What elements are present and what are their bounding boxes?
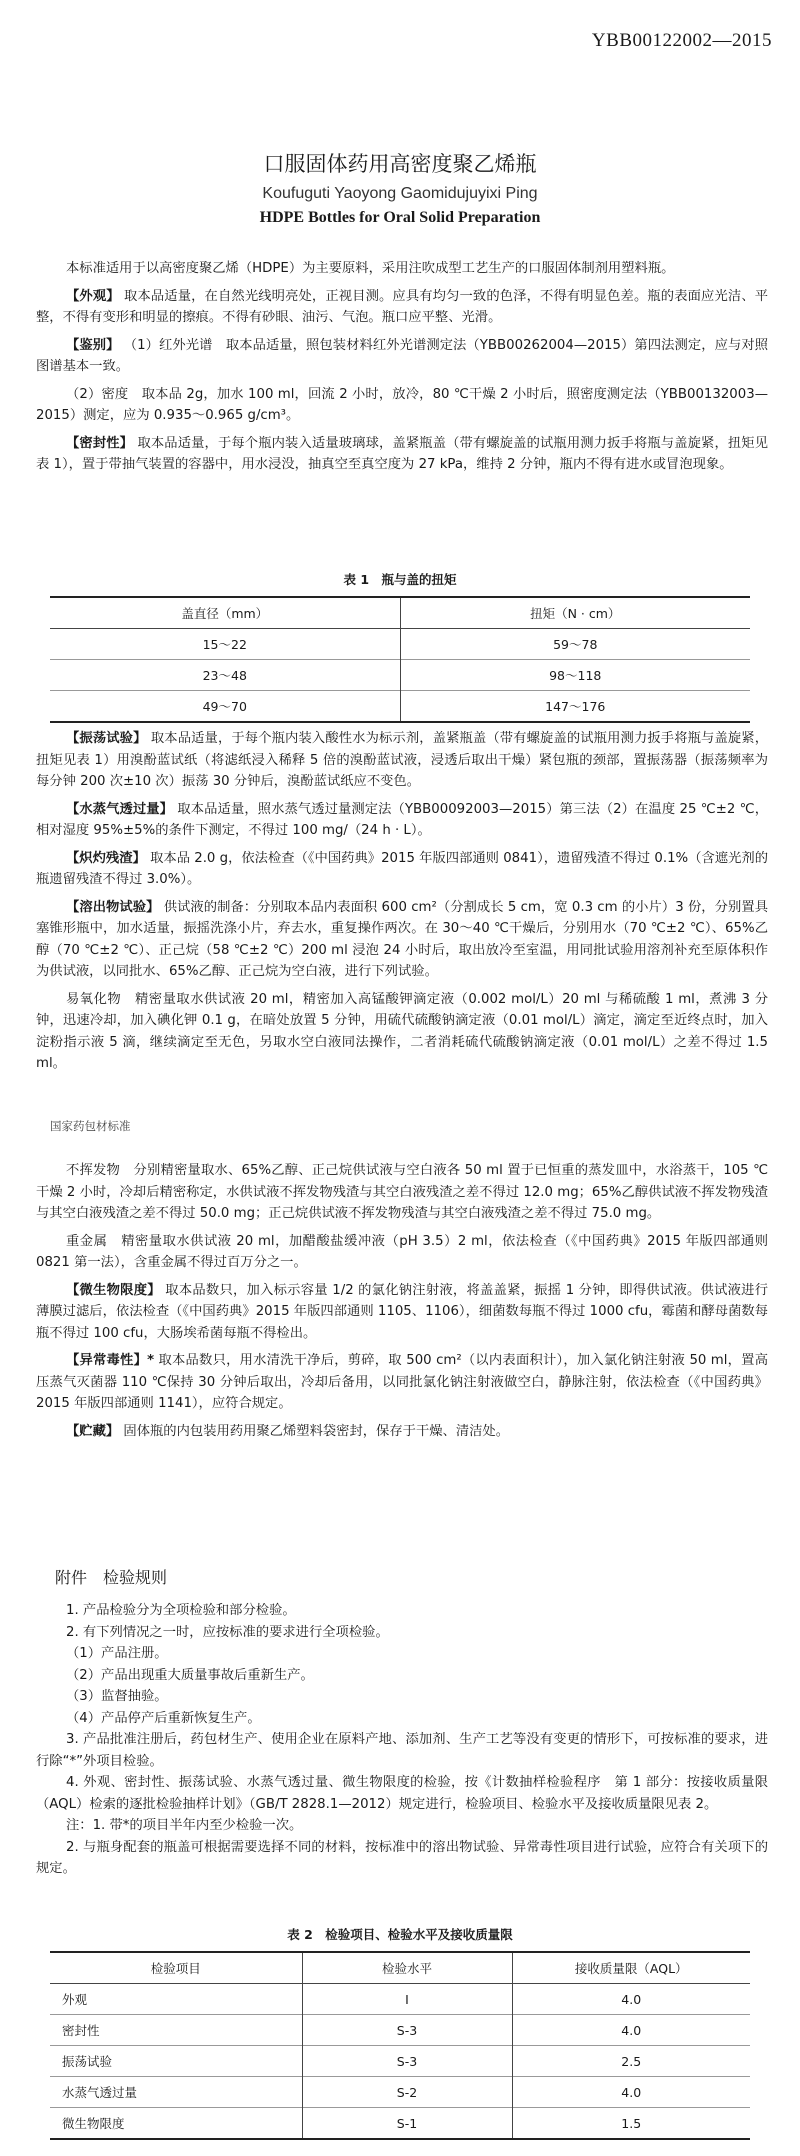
table-row <box>50 1984 750 2015</box>
vapor-text: 取本品适量，照水蒸气透过量测定法（YBB00092003—2015）第三法（2）在温度 25 ℃±2 ℃，相对湿度 95%±5%的条件下测定，不得过 100 mg/（24 h · L）。 <box>36 801 769 838</box>
annex-item: （4）产品停产后重新恢复生产。 <box>66 1710 261 1726</box>
table2-cell: S-3 <box>302 2015 512 2046</box>
table2-cell: S-1 <box>302 2108 512 2140</box>
table2-cell: S-3 <box>302 2046 512 2077</box>
table1-cell: 15～22 <box>202 637 247 652</box>
table-row <box>50 2077 750 2108</box>
storage-paragraph <box>0 1421 800 1443</box>
heavymetal-paragraph: 重金属 精密量取水供试液 20 ml，加醋酸盐缓冲液（pH 3.5）2 ml，依法检查（《中国药典》2015 年版四部通则 0821 第一法），含重金属不得过百万分之一。 <box>36 1233 768 1270</box>
table-row <box>50 629 750 660</box>
table1-block <box>50 570 750 723</box>
document-code: YBB00122002—2015 <box>591 30 772 51</box>
table1-cell: 23～48 <box>202 668 247 683</box>
storage-heading: 【贮藏】 <box>66 1423 120 1439</box>
sealing-paragraph <box>0 433 800 476</box>
vapor-paragraph <box>0 799 800 842</box>
title-block <box>0 148 800 227</box>
title-pinyin: Koufuguti Yaoyong Gaomidujuyixi Ping <box>262 185 538 202</box>
density-paragraph: （2）密度 取本品 2g，加水 100 ml，回流 2 小时，放冷，80 ℃干燥 2 小时后，照密度测定法（YBB00132003—2015）测定，应为 0.935～0.965 g/cm³。 <box>36 386 768 423</box>
table2-header-row <box>50 1952 750 1984</box>
table1-header-cell: 扭矩（N · cm） <box>400 597 750 629</box>
sealing-heading: 【密封性】 <box>66 435 134 451</box>
sealing-text: 取本品适量，于每个瓶内装入适量玻璃球，盖紧瓶盖（带有螺旋盖的试瓶用测力扳手将瓶与盖旋紧，扭矩见表 1），置于带抽气装置的容器中，用水浸没，抽真空至真空度为 27 kPa，维持 2 分钟，瓶内不得有进水或冒泡现象。 <box>36 435 769 472</box>
table2-header-cell: 检验水平 <box>302 1952 512 1984</box>
table2-cell: S-2 <box>302 2077 512 2108</box>
toxicity-paragraph <box>0 1350 800 1415</box>
table2-cell: 密封性 <box>62 2023 100 2038</box>
table1-cell: 147～176 <box>400 691 750 723</box>
ignition-paragraph <box>0 848 800 891</box>
identification-heading: 【鉴别】 <box>66 337 120 353</box>
vibration-text: 取本品适量，于每个瓶内装入酸性水为标示剂，盖紧瓶盖（带有螺旋盖的试瓶用测力扳手将瓶与盖旋紧，扭矩见表 1）用溴酚蓝试纸（将滤纸浸入稀释 5 倍的溴酚蓝试液，浸透后取出干燥）紧包瓶的颈部，置振荡器（振荡频率为每分钟 200 次±10 次）振荡 30 分钟后，溴酚蓝试纸应不变色。 <box>36 731 769 789</box>
appearance-text: 取本品适量，在自然光线明亮处，正视目测。应具有均匀一致的色泽，不得有明显色差。瓶的表面应光洁、平整，不得有变形和明显的擦痕。不得有砂眼、油污、气泡。瓶口应平整、光滑。 <box>36 288 769 325</box>
annex-item: 1. 产品检验分为全项检验和部分检验。 <box>66 1603 296 1618</box>
microbial-heading: 【微生物限度】 <box>66 1282 161 1298</box>
storage-text: 固体瓶的内包装用药用聚乙烯塑料袋密封，保存于干燥、清洁处。 <box>123 1423 510 1439</box>
table1-header-row <box>50 597 750 629</box>
nonvolatile-paragraph: 不挥发物 分别精密量取水、65%乙醇、正己烷供试液与空白液各 50 ml 置于已恒重的蒸发皿中，水浴蒸干，105 ℃干燥 2 小时，冷却后精密称定，水供试液不挥发物残渣与其空白液残渣之差不得过 12.0 mg；65%乙醇供试液不挥发物残渣与其空白液残渣之差不得过 50.0 mg；正己烷供试液不挥发物残渣与其空白液残渣之差不得过 75.0 mg。 <box>36 1163 768 1221</box>
table1-cell: 49～70 <box>202 699 247 714</box>
table2-cell: 外观 <box>62 1992 88 2007</box>
identification-text: （1）红外光谱 取本品适量，照包装材料红外光谱测定法（YBB00262004—2015）第四法测定，应与对照图谱基本一致。 <box>36 337 768 374</box>
ignition-heading: 【炽灼残渣】 <box>66 850 146 866</box>
table2-block <box>50 1925 750 2140</box>
vibration-paragraph <box>0 728 800 793</box>
table2-cell: 微生物限度 <box>62 2116 125 2131</box>
annex-note: 注：1. 带*的项目半年内至少检验一次。 <box>66 1818 303 1833</box>
section-block-3 <box>0 1160 800 1442</box>
table2-cell: 2.5 <box>512 2046 750 2077</box>
dissolution-paragraph <box>0 897 800 983</box>
table1-header-cell: 盖直径（mm） <box>181 606 269 621</box>
identification-paragraph <box>0 335 800 378</box>
annex-item: （2）产品出现重大质量事故后重新生产。 <box>66 1667 314 1683</box>
annex-item: （3）监督抽验。 <box>66 1689 168 1704</box>
microbial-text: 取本品数只，加入标示容量 1/2 的氯化钠注射液，将盖盖紧，振摇 1 分钟，即得供试液。供试液进行薄膜过滤后，依法检查（《中国药典》2015 年版四部通则 1105、1106），细菌数每瓶不得过 1000 cfu，霉菌和酵母菌数每瓶不得过 100 cfu，大肠埃希菌每瓶不得检出。 <box>36 1282 769 1341</box>
annex-item: 3. 产品批准注册后，药包材生产、使用企业在原料产地、添加剂、生产工艺等没有变更的情形下，可按标准的要求，进行除“*”外项目检验。 <box>36 1732 768 1769</box>
title-english: HDPE Bottles for Oral Solid Preparation <box>259 209 541 226</box>
table2-cell: 4.0 <box>512 2015 750 2046</box>
oxidizable-paragraph: 易氧化物 精密量取水供试液 20 ml，精密加入高锰酸钾滴定液（0.002 mol/L）20 ml 与稀硫酸 1 ml，煮沸 3 分钟，迅速冷却，加入碘化钾 0.1 g，在暗处放置 5 分钟，用硫代硫酸钠滴定液（0.01 mol/L）滴定，滴定至近终点时，加入淀粉指示液 5 滴，继续滴定至无色，另取水空白液同法操作，二者消耗硫代硫酸钠滴定液（0.01 mol/L）之差不得过 1.5 ml。 <box>36 991 768 1071</box>
section-block-2 <box>0 728 800 1075</box>
table2-cell: I <box>302 1984 512 2015</box>
dissolution-heading: 【溶出物试验】 <box>66 899 160 915</box>
table1-caption: 表 1 瓶与盖的扭矩 <box>343 572 457 587</box>
annex-item: （1）产品注册。 <box>66 1646 168 1661</box>
table-row <box>50 660 750 691</box>
vapor-heading: 【水蒸气透过量】 <box>66 801 174 817</box>
table-row <box>50 2015 750 2046</box>
appearance-heading: 【外观】 <box>66 288 120 304</box>
annex-block <box>0 1565 800 1880</box>
table2-caption: 表 2 检验项目、检验水平及接收质量限 <box>287 1927 513 1942</box>
section-block-1 <box>0 258 800 476</box>
table-row <box>50 691 750 723</box>
dissolution-text: 供试液的制备：分别取本品内表面积 600 cm²（分割成长 5 cm，宽 0.3 cm 的小片）3 份，分别置具塞锥形瓶中，加水适量，振摇洗涤小片，弃去水，重复操作两次。在 30～40 ℃干燥后，分别用水（70 ℃±2 ℃）、65%乙醇（70 ℃±2 ℃）、正己烷（58 ℃±2 ℃）200 ml 浸泡 24 小时后，取出放冷至室温，用同批试验用溶剂补充至原体积作为供试液，以同批水、65%乙醇、正己烷为空白液，进行下列试验。 <box>36 899 768 979</box>
table2 <box>50 1951 750 2140</box>
annex-title: 附件 检验规则 <box>55 1568 168 1587</box>
table2-header-cell: 接收质量限（AQL） <box>512 1952 750 1984</box>
vibration-heading: 【振荡试验】 <box>66 731 147 746</box>
appearance-paragraph <box>0 286 800 329</box>
ignition-text: 取本品 2.0 g，依法检查（《中国药典》2015 年版四部通则 0841），遗留残渣不得过 0.1%（含遮光剂的瓶遗留残渣不得过 3.0%）。 <box>36 850 769 887</box>
annex-item: 2. 有下列情况之一时，应按标准的要求进行全项检验。 <box>66 1624 389 1640</box>
microbial-paragraph <box>0 1280 800 1345</box>
table1 <box>50 596 750 723</box>
table2-cell: 水蒸气透过量 <box>62 2085 138 2100</box>
intro-paragraph: 本标准适用于以高密度聚乙烯（HDPE）为主要原料，采用注吹成型工艺生产的口服固体制剂用塑料瓶。 <box>66 261 675 276</box>
table2-cell: 1.5 <box>512 2108 750 2140</box>
table2-header-cell: 检验项目 <box>150 1961 201 1976</box>
section-note: 国家药包材标准 <box>50 1119 131 1133</box>
table1-cell: 98～118 <box>400 660 750 691</box>
annex-item: 4. 外观、密封性、振荡试验、水蒸气透过量、微生物限度的检验，按《计数抽样检验程序 第 1 部分：按接收质量限（AQL）检索的逐批检验抽样计划》（GB/T 2828.1—2012）规定进行，检验项目、检验水平及接收质量限见表 2。 <box>36 1775 768 1812</box>
table-row <box>50 2108 750 2140</box>
title-chinese: 口服固体药用高密度聚乙烯瓶 <box>263 152 537 176</box>
annex-note: 2. 与瓶身配套的瓶盖可根据需要选择不同的材料，按标准中的溶出物试验、异常毒性项目进行试验，应符合有关项下的规定。 <box>36 1839 768 1876</box>
toxicity-text: 取本品数只，用水清洗干净后，剪碎，取 500 cm²（以内表面积计），加入氯化钠注射液 50 ml，置高压蒸气灭菌器 110 ℃保持 30 分钟后取出，冷却后备用，以同批氯化钠注射液做空白，静脉注射，依法检查（《中国药典》2015 年版四部通则 1141），应符合规定。 <box>36 1353 768 1411</box>
table-row <box>50 2046 750 2077</box>
table2-cell: 4.0 <box>512 1984 750 2015</box>
table1-cell: 59～78 <box>400 629 750 660</box>
toxicity-heading: 【异常毒性】* <box>66 1353 155 1368</box>
table2-cell: 振荡试验 <box>62 2054 113 2069</box>
table2-cell: 4.0 <box>512 2077 750 2108</box>
